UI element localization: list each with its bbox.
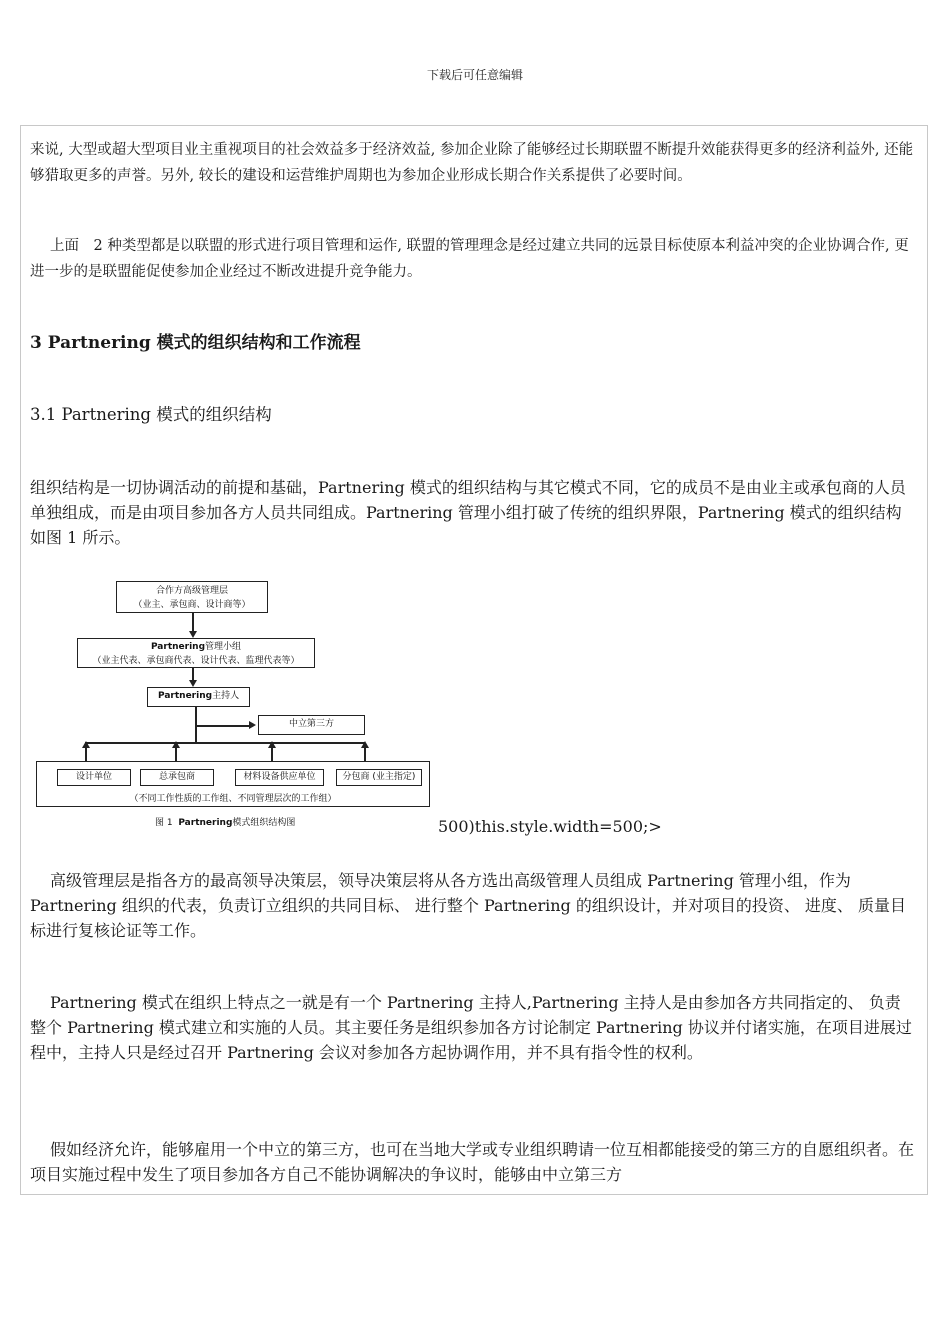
paragraph-6 bbox=[30, 1137, 916, 1187]
figure-caption-bold: Partnering bbox=[178, 818, 233, 828]
partnering-group-title bbox=[78, 640, 314, 654]
partnering-group-box bbox=[77, 638, 315, 668]
arrow-down-icon bbox=[189, 680, 197, 687]
senior-management-subtitle: （业主、承包商、设计商等） bbox=[133, 600, 251, 610]
paragraph-2-text: 上面 2 种类型都是以联盟的形式进行项目管理和运作, 联盟的管理理念是经过建立共同的远景目标使原本利益冲突的企业协调合作, 更进一步的是联盟能促使参加企业经过不断改进提升竞争能力。 bbox=[30, 238, 909, 280]
unit-subcontractor: 分包商 (业主指定) bbox=[336, 769, 422, 786]
unit-material-supplier: 材料设备供应单位 bbox=[235, 769, 324, 786]
partnering-group-subtitle: （业主代表、承包商代表、设计代表、监理代表等） bbox=[92, 656, 300, 666]
partnering-group-title-bold: Partnering bbox=[150, 642, 206, 652]
partnering-host-rest: 主持人 bbox=[212, 691, 240, 701]
connector-line bbox=[85, 742, 365, 744]
page-header: 下载后可任意编辑 bbox=[426, 68, 523, 82]
partnering-group-title-rest: 管理小组 bbox=[205, 642, 242, 652]
paragraph-5-text: Partnering 模式在组织上特点之一就是有一个 Partnering 主持人,Partnering 主持人是由参加各方共同指定的、 负责整个 Partnering 模式建立和实施的人员。其主要任务是组织参加各方讨论制定 Partnering 协议并付诸实施，在项目进展过程中，主持人只是经过召开 Partnering 会议对参加各方起协调作用，并不具有指令性的权利。 bbox=[30, 993, 912, 1062]
arrow-up-icon bbox=[82, 741, 90, 748]
figure-caption-prefix: 图 1 bbox=[155, 818, 173, 828]
figure-caption bbox=[155, 815, 295, 828]
paragraph-3: 组织结构是一切协调活动的前提和基础，Partnering 模式的组织结构与其它模式不同，它的成员不是由业主或承包商的人员单独组成，而是由项目参加各方人员共同组成。Partnering 管理小组打破了传统的组织界限，Partnering 模式的组织结构如图 1 所示。 bbox=[30, 478, 906, 547]
paragraph-6-text: 假如经济允许，能够雇用一个中立的第三方，也可在当地大学或专业组织聘请一位互相都能接受的第三方的自愿组织者。在项目实施过程中发生了项目参加各方自己不能协调解决的争议时，能够由中立第三方 bbox=[30, 1140, 915, 1184]
org-chart-figure bbox=[30, 575, 440, 835]
figure-caption-rest: 模式组织结构图 bbox=[232, 818, 296, 828]
paragraph-1: 来说, 大型或超大型项目业主重视项目的社会效益多于经济效益, 参加企业除了能够经过长期联盟不断提升效能获得更多的经济利益外, 还能够猎取更多的声誉。另外, 较长的建设和运营维护周期也为参加企业形成长期合作关系提供了必要时间。 bbox=[30, 142, 914, 184]
paragraph-4-text: 高级管理层是指各方的最高领导决策层，领导决策层将从各方选出高级管理人员组成 Partnering 管理小组，作为 Partnering 组织的代表，负责订立组织的共同目标、 进行整个 Partnering 的组织设计，并对项目的投资、 进度、 质量目标进行复核论证等工作。 bbox=[30, 871, 907, 940]
arrow-up-icon bbox=[361, 741, 369, 748]
paragraph-4 bbox=[30, 868, 916, 943]
senior-management-title: 合作方高级管理层 bbox=[155, 586, 228, 596]
connector-line bbox=[192, 613, 194, 633]
work-groups-note: （不同工作性质的工作组、不同管理层次的工作组） bbox=[129, 794, 337, 804]
section-heading-3: 3 Partnering 模式的组织结构和工作流程 bbox=[30, 333, 361, 353]
senior-management-box bbox=[116, 581, 268, 613]
neutral-third-party-box: 中立第三方 bbox=[258, 715, 365, 735]
arrow-down-icon bbox=[189, 631, 197, 638]
image-code-artifact: 500)this.style.width=500;> bbox=[438, 817, 662, 836]
arrow-right-icon bbox=[249, 721, 256, 729]
partnering-host-box bbox=[147, 687, 250, 707]
connector-line bbox=[195, 725, 249, 727]
unit-design: 设计单位 bbox=[57, 769, 131, 786]
paragraph-5 bbox=[30, 990, 916, 1065]
section-heading-3-1: 3.1 Partnering 模式的组织结构 bbox=[30, 405, 272, 424]
arrow-up-icon bbox=[172, 741, 180, 748]
unit-general-contractor: 总承包商 bbox=[140, 769, 214, 786]
partnering-host-bold: Partnering bbox=[158, 691, 213, 701]
arrow-up-icon bbox=[268, 741, 276, 748]
paragraph-2 bbox=[30, 233, 916, 285]
